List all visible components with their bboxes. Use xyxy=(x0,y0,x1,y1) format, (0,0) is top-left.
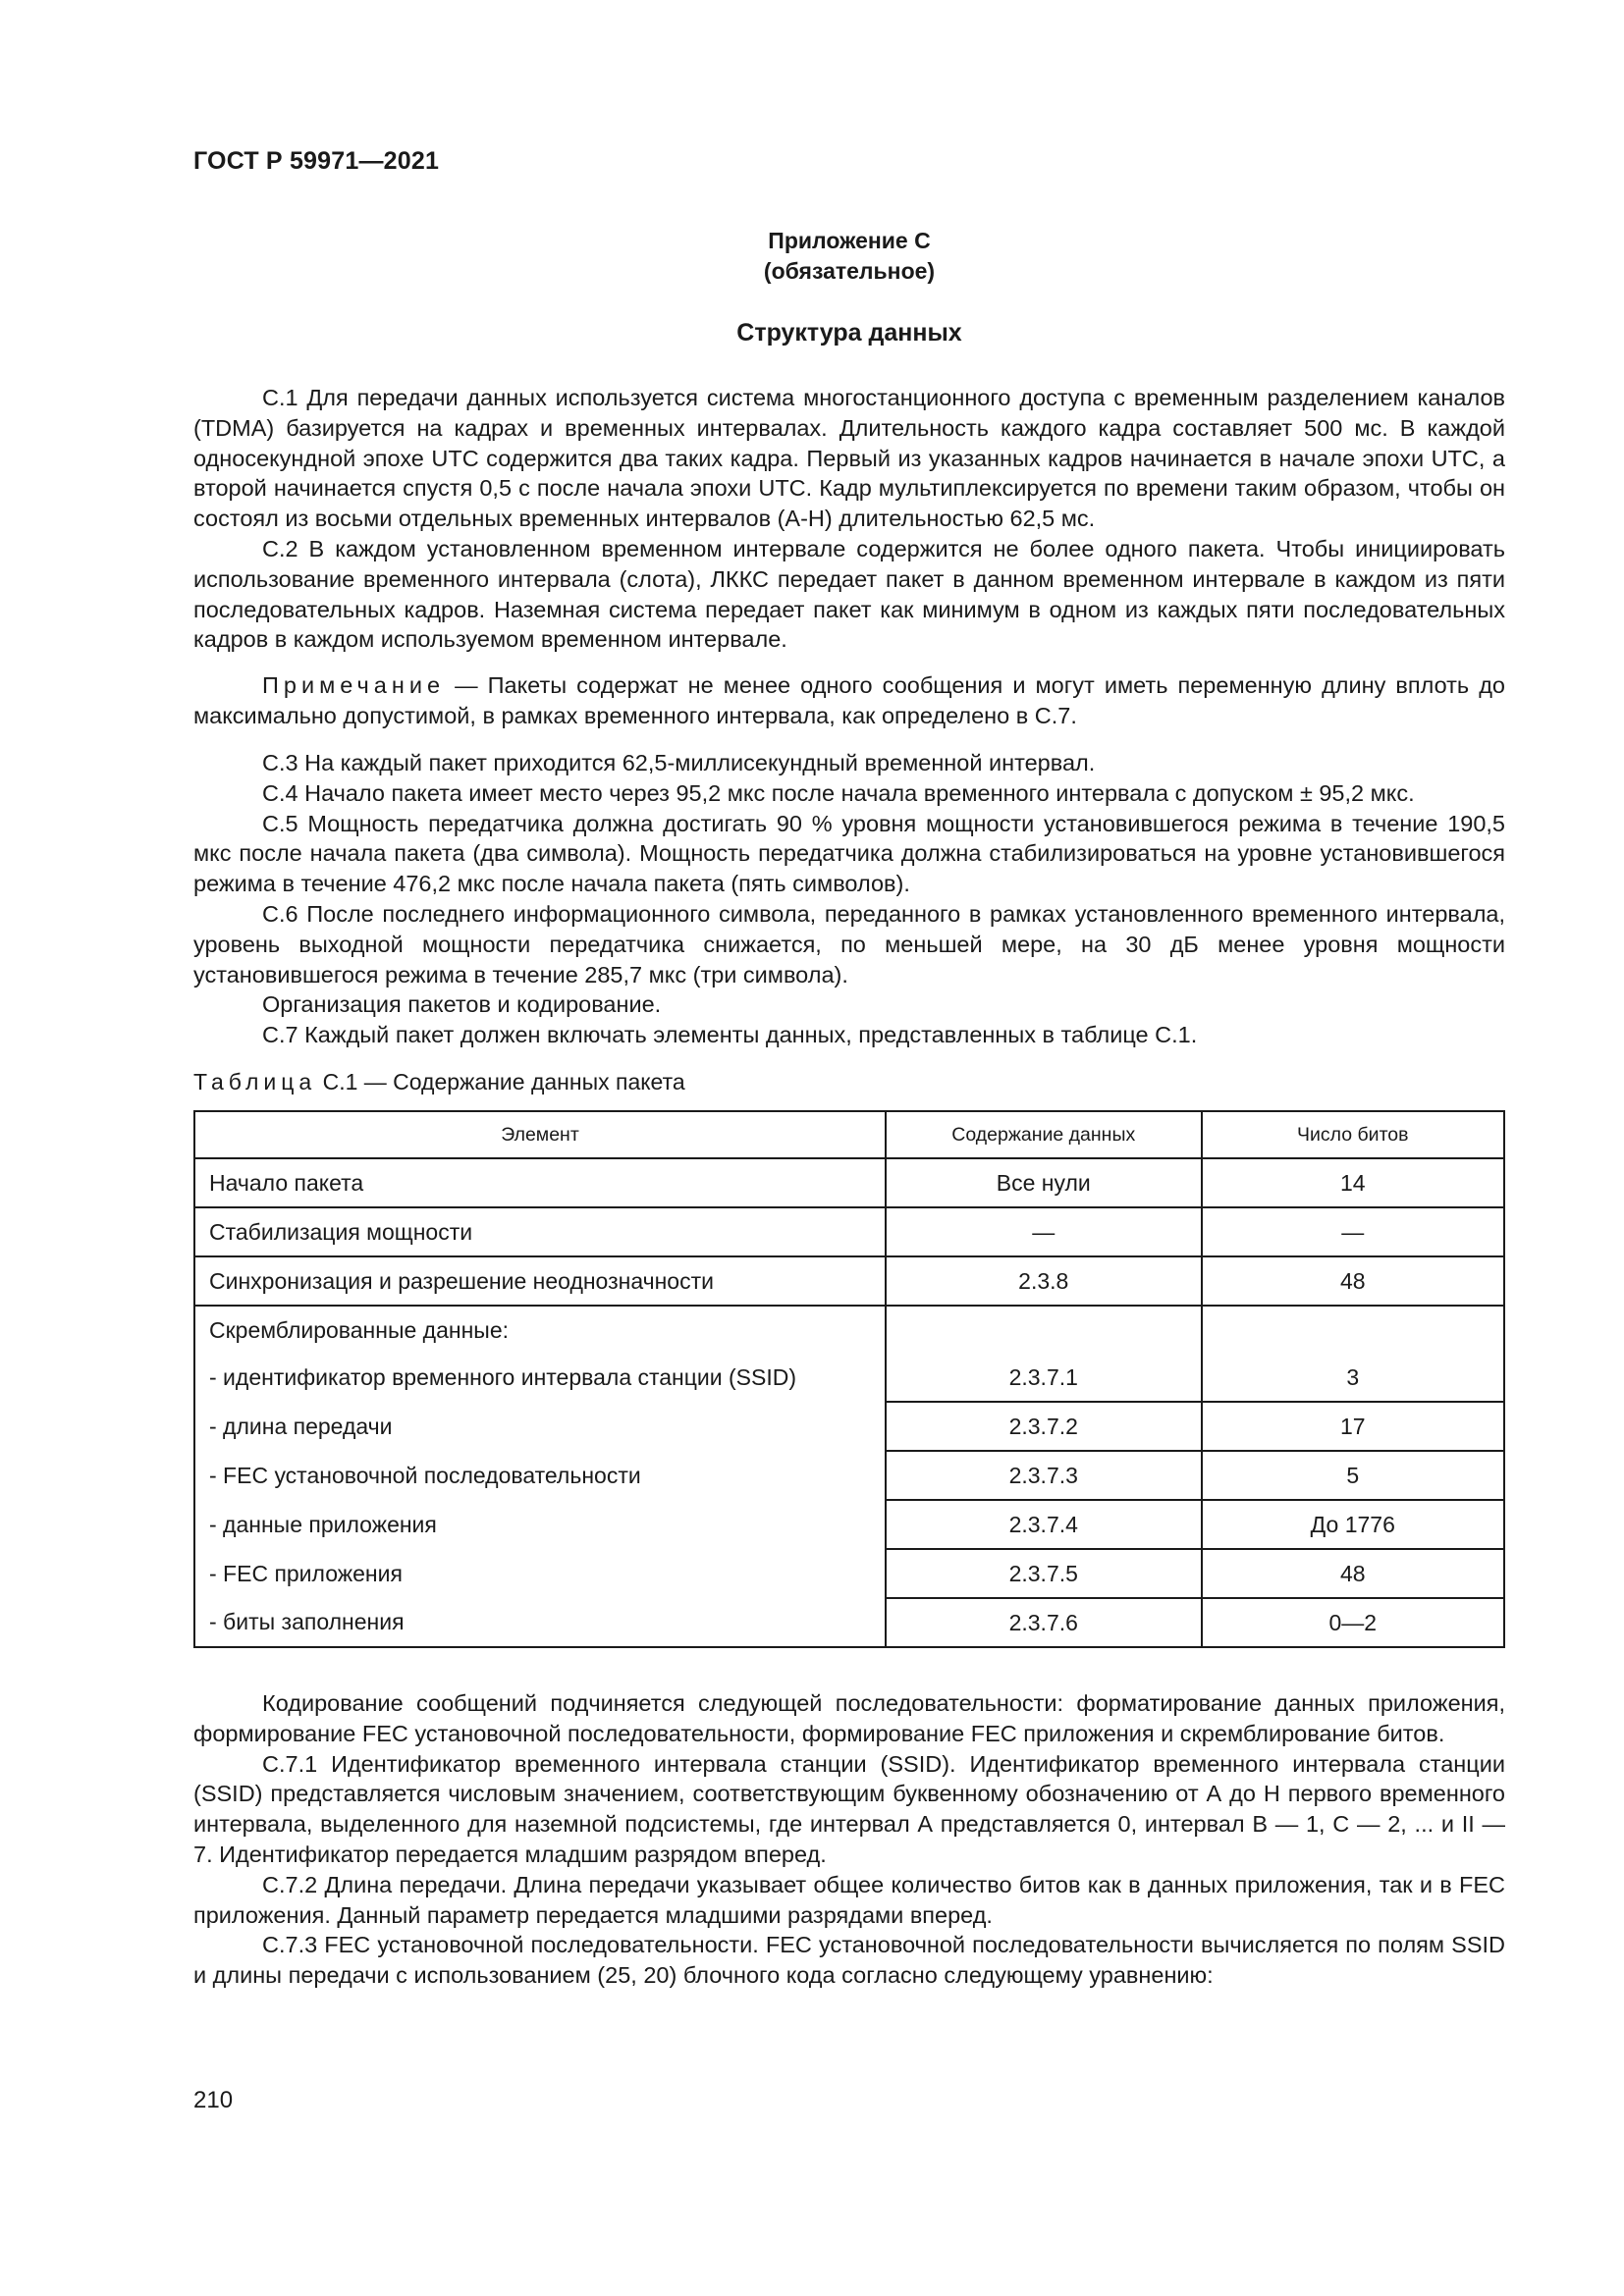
section-title: Структура данных xyxy=(736,319,962,347)
table-row xyxy=(194,1354,1504,1402)
cell-bits: 0—2 xyxy=(1202,1598,1504,1647)
cell-bits: 14 xyxy=(1202,1158,1504,1207)
text-block-a xyxy=(193,383,1505,655)
header-bits: Число битов xyxy=(1202,1111,1504,1158)
document-id: ГОСТ Р 59971—2021 xyxy=(193,147,440,175)
cell-content: 2.3.7.5 xyxy=(886,1549,1202,1598)
cell-content: 2.3.8 xyxy=(886,1256,1202,1306)
cell-bits: До 1776 xyxy=(1202,1500,1504,1549)
text-block-b xyxy=(193,748,1505,1050)
paragraph-organization: Организация пакетов и кодирование. xyxy=(262,991,662,1018)
header-element: Элемент xyxy=(194,1111,886,1158)
paragraph-c6: С.6 После последнего информационного символа, переданного в рамках установленного временного интервала, уровень выходной мощности передатчика снижается, по меньшей мере, на 30 дБ менее уровня мощности установившегося режима в течение 285,7 мкс (три символа). xyxy=(193,900,1505,988)
table-row xyxy=(194,1158,1504,1207)
paragraph-c7-2: С.7.2 Длина передачи. Длина передачи указывает общее количество битов как в данных приложения, так и в FEC приложения. Данный параметр передается младшими разрядами вперед. xyxy=(193,1871,1505,1928)
cell-element: Начало пакета xyxy=(194,1158,886,1207)
text-block-c xyxy=(193,1688,1505,1991)
table-caption xyxy=(193,1069,685,1095)
cell-content: — xyxy=(886,1207,1202,1256)
cell-content: 2.3.7.2 xyxy=(886,1402,1202,1451)
cell-bits: — xyxy=(1202,1207,1504,1256)
paragraph-c1: С.1 Для передачи данных используется система многостанционного доступа с временным разделением каналов (TDMA) базируется на кадрах и временных интервалах. Длительность каждого кадра составляет 500 мс. В каждой односекундной эпохе UTC содержится два таких кадра. Первый из указанных кадров начинается в начале эпохи UTC, а второй начинается спустя 0,5 с после начала эпохи UTC. Кадр мультиплексируется по времени таким образом, чтобы он состоял из восьми отдельных временных интервалов (А-Н) длительностью 62,5 мс. xyxy=(193,385,1505,532)
cell-element: - FEC установочной последовательности xyxy=(194,1451,886,1500)
cell-element: - длина передачи xyxy=(194,1402,886,1451)
table-row xyxy=(194,1598,1504,1647)
paragraph-c5: С.5 Мощность передатчика должна достигать 90 % уровня мощности установившегося режима в течение 190,5 мкс после начала пакета (два символа). Мощность передатчика должна стабилизироваться на уровне установившегося режима в течение 476,2 мкс после начала пакета (пять символов). xyxy=(193,810,1505,897)
table-row xyxy=(194,1207,1504,1256)
table-row xyxy=(194,1256,1504,1306)
cell-content: 2.3.7.3 xyxy=(886,1451,1202,1500)
cell-bits: 3 xyxy=(1202,1354,1504,1402)
table-header-row xyxy=(194,1111,1504,1158)
note-block xyxy=(193,670,1505,731)
note-label: Примечание xyxy=(262,672,446,698)
cell-element: - данные приложения xyxy=(194,1500,886,1549)
cell-content: 2.3.7.4 xyxy=(886,1500,1202,1549)
table-row xyxy=(194,1500,1504,1549)
table-group-title-row xyxy=(194,1306,1504,1354)
packet-data-table xyxy=(193,1110,1505,1648)
table-row xyxy=(194,1451,1504,1500)
paragraph-c7-1: С.7.1 Идентификатор временного интервала станции (SSID). Идентификатор временного интервала станции (SSID) представляется числовым значением, соответствующим буквенному обозначению от А до Н первого временного интервала, выделенного для наземной подсистемы, где интервал А представляется 0, интервал В — 1, С — 2, ... и II — 7. Идентификатор передается младшим разрядом вперед. xyxy=(193,1750,1505,1867)
note-paragraph xyxy=(193,670,1505,731)
cell-element: Синхронизация и разрешение неоднозначности xyxy=(194,1256,886,1306)
paragraph-encoding: Кодирование сообщений подчиняется следующей последовательности: форматирование данных приложения, формирование FEC установочной последовательности, формирование FEC приложения и скремблирование битов. xyxy=(193,1690,1505,1746)
cell-content: Все нули xyxy=(886,1158,1202,1207)
table-caption-label: Таблица xyxy=(193,1069,317,1095)
cell-element: - биты заполнения xyxy=(194,1598,886,1647)
cell-content: 2.3.7.1 xyxy=(886,1354,1202,1402)
cell-content: 2.3.7.6 xyxy=(886,1598,1202,1647)
annex-status: (обязательное) xyxy=(763,258,936,284)
table-row xyxy=(194,1402,1504,1451)
table-row xyxy=(194,1549,1504,1598)
paragraph-c2: С.2 В каждом установленном временном интервале содержится не более одного пакета. Чтобы инициировать использование временного интервала (слота), ЛККС передает пакет в данном временном интервале в каждом из пяти последовательных кадров. Наземная система передает пакет как минимум в одном из каждых пяти последовательных кадров в каждом используемом временном интервале. xyxy=(193,535,1505,653)
cell-group-title: Скремблированные данные: xyxy=(194,1306,886,1354)
table-caption-text: С.1 — Содержание данных пакета xyxy=(316,1069,685,1095)
cell-bits: 5 xyxy=(1202,1451,1504,1500)
cell-element: - идентификатор временного интервала станции (SSID) xyxy=(194,1354,886,1402)
paragraph-c7-3: С.7.3 FEC установочной последовательности. FEC установочной последовательности вычисляется по полям SSID и длины передачи с использованием (25, 20) блочного кода согласно следующему уравнению: xyxy=(193,1932,1505,1989)
cell-bits: 48 xyxy=(1202,1549,1504,1598)
cell-bits: 48 xyxy=(1202,1256,1504,1306)
annex-title: Приложение С xyxy=(768,228,931,253)
cell-element: Стабилизация мощности xyxy=(194,1207,886,1256)
cell-element: - FEC приложения xyxy=(194,1549,886,1598)
cell-empty xyxy=(1202,1306,1504,1354)
page-number: 210 xyxy=(193,2087,234,2113)
cell-bits: 17 xyxy=(1202,1402,1504,1451)
note-text: — Пакеты содержат не менее одного сообщения и могут иметь переменную длину вплоть до максимально допустимой, в рамках временного интервала, как определено в С.7. xyxy=(193,672,1505,728)
header-content: Содержание данных xyxy=(886,1111,1202,1158)
paragraph-c4: С.4 Начало пакета имеет место через 95,2 мкс после начала временного интервала с допуском ± 95,2 мкс. xyxy=(262,779,1415,806)
cell-empty xyxy=(886,1306,1202,1354)
paragraph-c7: С.7 Каждый пакет должен включать элементы данных, представленных в таблице С.1. xyxy=(262,1022,1198,1048)
paragraph-c3: С.3 На каждый пакет приходится 62,5-миллисекундный временной интервал. xyxy=(262,750,1096,775)
